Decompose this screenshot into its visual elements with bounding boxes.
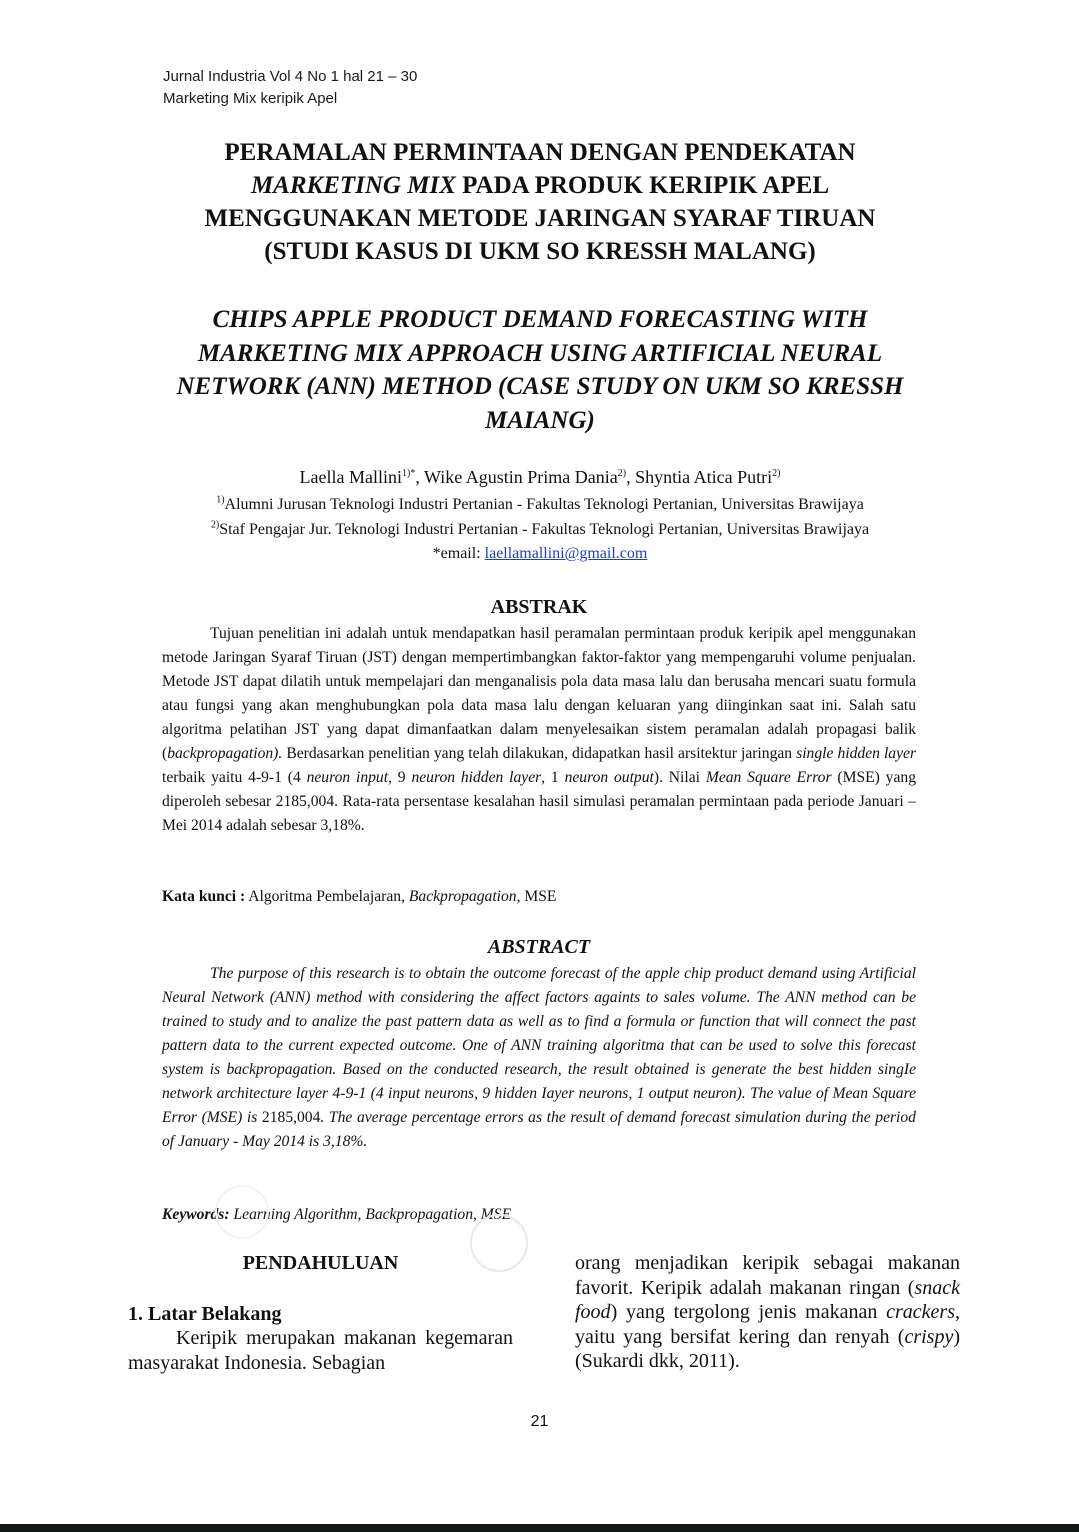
body-term: snack food [575, 1276, 960, 1323]
abstrak-term: neuron input [306, 769, 389, 786]
abstrak-seg: , 1 [541, 769, 565, 786]
abstract-heading: ABSTRACT [487, 936, 591, 958]
page-number: 21 [530, 1413, 549, 1430]
email-link[interactable]: laellamallini@gmail.com [484, 545, 648, 562]
title-line-1: PERAMALAN PERMINTAAN DENGAN PENDEKATAN [224, 139, 856, 166]
abstrak-seg: terbaik yaitu 4-9-1 (4 [162, 769, 307, 786]
kata-kunci-seg: , MSE [516, 888, 557, 905]
kata-kunci [162, 885, 916, 909]
abstract-seg: The purpose of this research is to obtain the outcome forecast of the apple chip product demand using Artificial Neural Network (ANN) method with considering the affect factors againts to sales voIume. The ANN method can be trained to study and to analize the past pattern data as well as to find a formula or function that will connect the past pattern data to the current expected outcome. One of ANN training algoritma that can be used to solve this forecast system is backpropagation. Based on the conducted research, the result obtained is generate the best hidden singIe network architecture layer 4-9-1 (4 input neurons, 9 hidden Iayer neurons, 1 output neuron). The value of Mean Square Error (MSE) is [162, 965, 916, 1126]
affiliation-2 [100, 520, 980, 540]
author-list [100, 466, 980, 488]
abstrak-seg: ). Nilai [653, 769, 706, 786]
title-line-3: MENGGUNAKAN METODE JARINGAN SYARAF TIRUAN [204, 205, 876, 232]
body-seg: , yaitu yang bersifat kering dan renyah ( [575, 1301, 960, 1348]
keywords-label: Keywords: [162, 1206, 230, 1223]
watermark-circle [215, 1185, 269, 1239]
author-2: , Wike Agustin Prima Dania [415, 467, 618, 487]
kata-kunci-seg: Algoritma Pembelajaran, [245, 888, 409, 905]
author-3-mark: 2) [772, 468, 781, 479]
abstrak-term: backpropagation). [167, 745, 283, 762]
body-paragraph: Keripik merupakan makanan kegemaran masyarakat Indonesia. Sebagian [128, 1327, 513, 1374]
author-3: , Shyntia Atica Putri [626, 467, 773, 487]
paper-title-indonesian [140, 136, 940, 268]
author-2-mark: 2) [617, 468, 627, 479]
contact-email [100, 544, 980, 564]
abstrak-text [162, 622, 916, 838]
body-seg: orang menjadikan keripik sebagai makanan favorit. Keripik adalah makanan ringan ( [575, 1252, 960, 1299]
affiliation-1 [100, 495, 980, 515]
abstrak-seg: Berdasarkan penelitian yang telah dilakukan, didapatkan hasil arsitektur jaringan [282, 745, 797, 762]
kata-kunci-label: Kata kunci : [162, 888, 246, 905]
keywords [162, 1203, 916, 1227]
abstrak-term: single hidden layer [796, 745, 917, 762]
abstract-text [162, 962, 916, 1154]
body-term: crackers [886, 1301, 955, 1323]
affiliation-2-mark: 2) [210, 519, 220, 531]
journal-citation: Jurnal Industria Vol 4 No 1 hal 21 – 30 [163, 68, 418, 85]
title-italic-term: MARKETING MIX [250, 172, 456, 199]
affiliation-1-text: Alumni Jurusan Teknologi Industri Pertanian - Fakultas Teknologi Pertanian, Universitas Brawijaya [224, 496, 864, 513]
abstrak-seg: (MSE) yang diperoleh sebesar 2185,004. Rata-rata persentase kesalahan hasil simulasi peramalan permintaan pada periode Januari – Mei 2014 adalah sebesar 3,18%. [162, 769, 916, 834]
abstrak-term: neuron output [564, 769, 654, 786]
section-heading: PENDAHULUAN [242, 1252, 399, 1274]
subsection-heading: 1. Latar Belakang [128, 1302, 282, 1325]
affiliation-2-text: Staf Pengajar Jur. Teknologi Industri Pertanian - Fakultas Teknologi Pertanian, Universitas Brawijaya [219, 521, 870, 538]
abstrak-seg: Tujuan penelitian ini adalah untuk mendapatkan hasil peramalan permintaan produk keripik apel menggunakan metode Jaringan Syaraf Tiruan (JST) dengan mempertimbangkan faktor-faktor yang mempengaruhi volume penjualan. Metode JST dapat dilatih untuk mempelajari dan menganalisis pola data masa lalu dan berusaha mencari suatu formula atau fungsi yang akan menghubungkan pola data masa lalu dengan keluaran yang diinginkan saat ini. Salah satu algoritma pelatihan JST yang dapat dimanfaatkan dalam menyelesaikan sistem peramalan adalah propagasi balik ( [162, 625, 916, 762]
abstrak-heading: ABSTRAK [490, 596, 588, 618]
author-1-mark: 1)* [402, 468, 416, 479]
title-line-2 [140, 169, 940, 202]
abstrak-term: Mean Square Error [705, 769, 832, 786]
body-seg: ) (Sukardi dkk, 2011). [575, 1325, 960, 1372]
keywords-text: Learning Algorithm, Backpropagation, MSE [229, 1206, 512, 1223]
abstrak-seg: , 9 [388, 769, 412, 786]
running-header [163, 66, 417, 110]
body-term: crispy [904, 1325, 954, 1348]
abstract-mse-value: 2185,004 [261, 1109, 321, 1126]
affiliation-1-mark: 1) [216, 494, 225, 506]
title-line-2-rest: PADA PRODUK KERIPIK APEL [455, 172, 830, 199]
email-label: *email: [432, 545, 485, 562]
abstrak-term: neuron hidden layer [411, 769, 542, 786]
body-seg: ) yang tergolong jenis makanan [610, 1301, 887, 1323]
paper-title-english: CHIPS APPLE PRODUCT DEMAND FORECASTING WITH MARKETING MIX APPROACH USING ARTIFICIAL NEURAL NETWORK (ANN) METHOD (CASE STUDY ON UKM SO KRESSH MAIANG) [176, 306, 904, 434]
title-line-4: (STUDI KASUS DI UKM SO KRESSH MALANG) [264, 238, 816, 265]
body-column-right [575, 1251, 960, 1374]
author-1: Laella Mallini [299, 467, 402, 487]
bottom-bar [0, 1524, 1079, 1532]
body-column-left [128, 1251, 513, 1375]
kata-kunci-term: Backpropagation [408, 888, 517, 905]
abstract-seg: . The average percentage errors as the result of demand forecast simulation during the period of January - May 2014 is 3,18%. [162, 1109, 916, 1150]
running-title: Marketing Mix keripik Apel [163, 90, 338, 107]
